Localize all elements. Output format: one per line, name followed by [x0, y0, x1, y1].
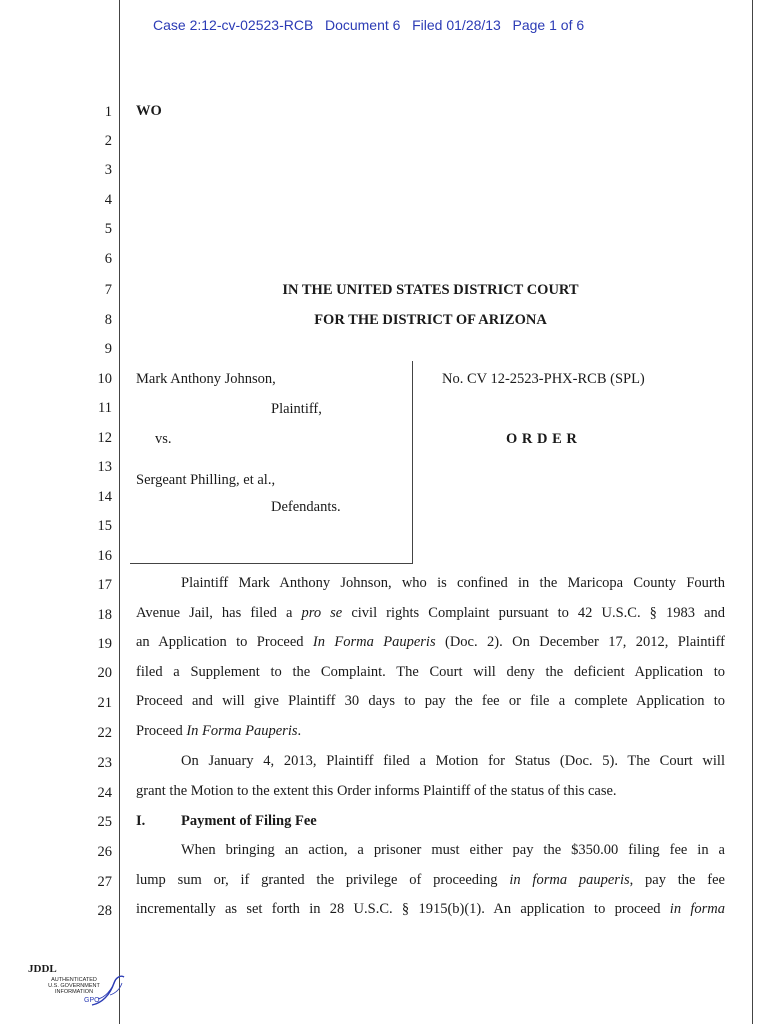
line-number: 2 — [104, 133, 112, 149]
line-number: 26 — [97, 844, 112, 860]
paragraph-line: When bringing an action, a prisoner must either pay the $350.00 filing fee in a — [181, 842, 725, 858]
line-number: 23 — [97, 755, 112, 771]
paragraph-line: grant the Motion to the extent this Order informs Plaintiff of the status of this case. — [136, 782, 617, 799]
eagle-seal-icon — [88, 969, 128, 1011]
paragraph-line: Proceed In Forma Pauperis. — [136, 722, 302, 739]
line-number: 5 — [104, 221, 112, 237]
paragraph-line: Proceed and will give Plaintiff 30 days to pay the fee or file a complete Application to — [136, 693, 725, 709]
court-name-line-1: IN THE UNITED STATES DISTRICT COURT — [282, 282, 579, 298]
paragraph-line: lump sum or, if granted the privilege of proceeding in forma pauperis, pay the fee — [136, 871, 725, 888]
defendant-label: Defendants. — [271, 499, 341, 515]
line-number: 28 — [97, 903, 112, 919]
line-number: 18 — [97, 607, 112, 623]
left-margin-rule — [119, 0, 120, 1024]
logo-caption: AUTHENTICATED U.S. GOVERNMENT INFORMATION — [48, 977, 100, 995]
plaintiff-label: Plaintiff, — [271, 401, 322, 417]
line-number: 22 — [97, 725, 112, 741]
line-number: 13 — [97, 459, 112, 475]
court-name-line-2: FOR THE DISTRICT OF ARIZONA — [314, 312, 547, 328]
line-number: 12 — [97, 430, 112, 446]
section-1-title: Payment of Filing Fee — [181, 813, 317, 829]
paragraph-line: filed a Supplement to the Complaint. The Court will deny the deficient Application to — [136, 663, 725, 680]
caption-divider-vertical — [412, 361, 413, 564]
logo-jddl-text: JDDL — [28, 963, 57, 975]
logo-gpo-text: GPO — [84, 997, 100, 1004]
line-number: 11 — [98, 400, 112, 416]
paragraph-line: On January 4, 2013, Plaintiff filed a Motion for Status (Doc. 5). The Court will — [181, 753, 725, 769]
plaintiff-name: Mark Anthony Johnson, — [136, 371, 276, 387]
line-number: 7 — [104, 282, 112, 298]
versus-label: vs. — [155, 431, 172, 447]
line-number: 14 — [97, 489, 112, 505]
paragraph-line: Plaintiff Mark Anthony Johnson, who is confined in the Maricopa County Fourth — [181, 575, 725, 591]
line-number: 25 — [97, 814, 112, 830]
order-title: O R D E R — [506, 431, 578, 447]
line-number: 8 — [104, 312, 112, 328]
line-number: 1 — [104, 104, 112, 120]
section-1-number: I. — [136, 813, 146, 829]
line-number: 19 — [97, 636, 112, 652]
paragraph-line: Avenue Jail, has filed a pro se civil rights Complaint pursuant to 42 U.S.C. § 1983 and — [136, 604, 725, 621]
line-number: 4 — [104, 192, 112, 208]
line-number: 16 — [97, 548, 112, 564]
line-number: 20 — [97, 665, 112, 681]
line-number: 6 — [104, 251, 112, 267]
caption-divider-horizontal — [130, 563, 413, 564]
line-number: 9 — [104, 341, 112, 357]
gpo-authentication-logo — [28, 963, 128, 1013]
line-number: 10 — [97, 371, 112, 387]
defendant-name: Sergeant Philling, et al., — [136, 472, 276, 488]
document-header-stamp: Case 2:12-cv-02523-RCB Document 6 Filed 01/28/13 Page 1 of 6 — [153, 17, 585, 33]
line-number: 17 — [97, 577, 112, 593]
line-number: 15 — [97, 518, 112, 534]
wo-marker: WO — [136, 103, 162, 119]
line-number: 24 — [97, 785, 112, 801]
line-number: 3 — [104, 162, 112, 178]
paragraph-line: an Application to Proceed In Forma Pauperis (Doc. 2). On December 17, 2012, Plaintiff — [136, 634, 725, 650]
right-margin-rule — [752, 0, 753, 1024]
line-number: 21 — [97, 695, 112, 711]
line-number: 27 — [97, 874, 112, 890]
paragraph-line: incrementally as set forth in 28 U.S.C. § 1915(b)(1). An application to proceed in forma — [136, 901, 725, 917]
case-number: No. CV 12-2523-PHX-RCB (SPL) — [442, 371, 645, 387]
